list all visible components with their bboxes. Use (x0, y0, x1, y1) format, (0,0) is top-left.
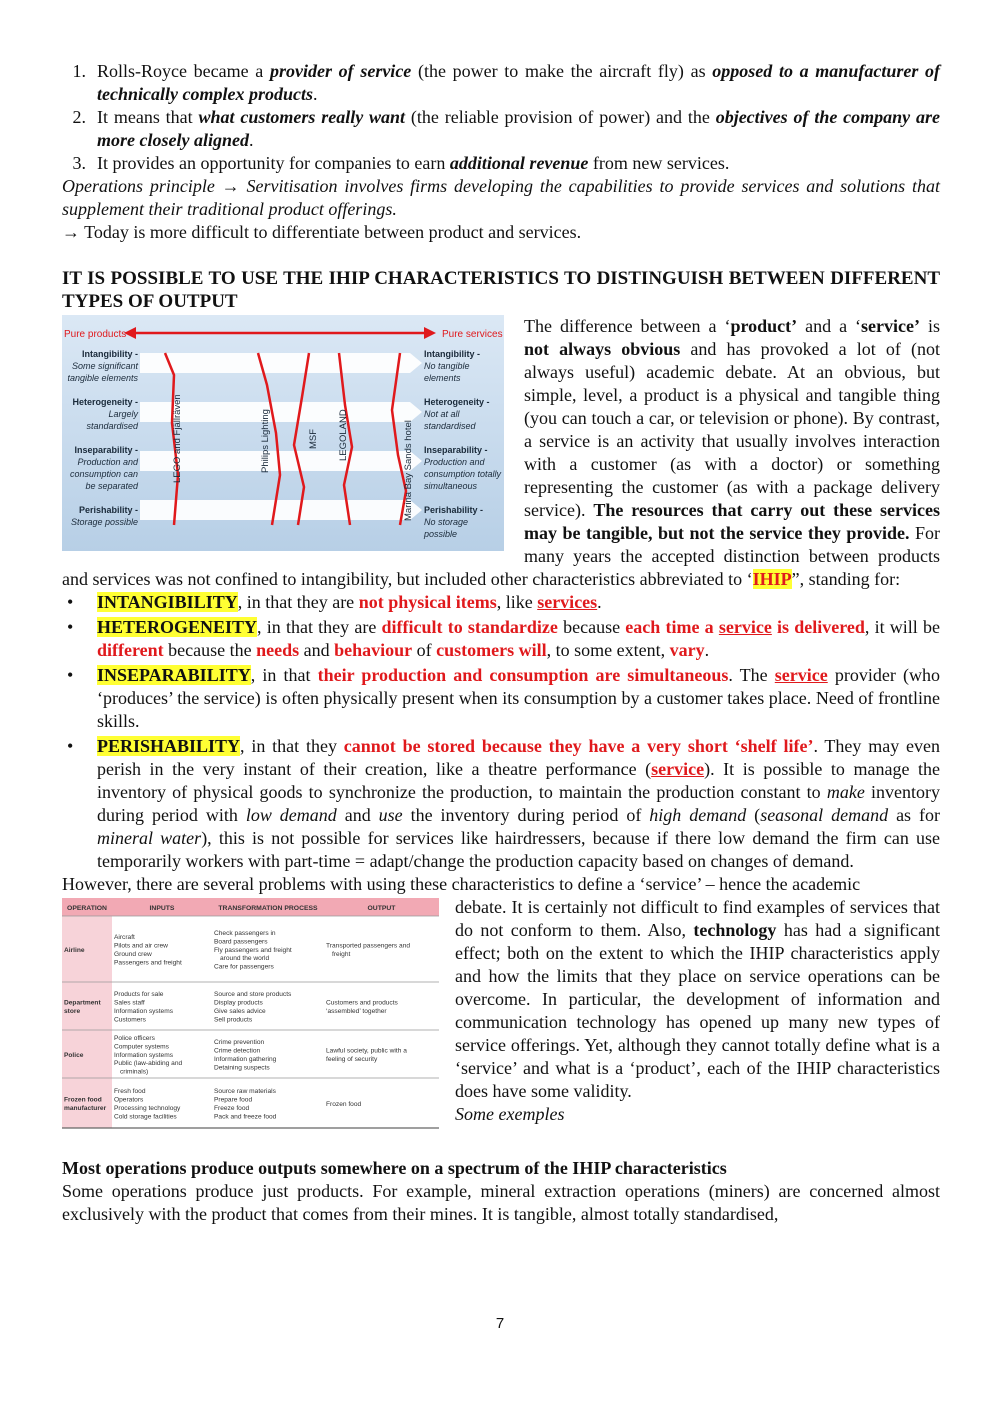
text-run: high demand (649, 805, 747, 825)
right-characteristic-desc: consumption totally (424, 469, 502, 479)
table-cell-text: Computer systems (114, 1043, 169, 1051)
left-characteristic-desc: consumption can (69, 469, 138, 479)
text-run: their production and consumption are simultaneous (317, 665, 729, 685)
table-operation-label: Frozen food (64, 1096, 102, 1104)
text-run: HETEROGENEITY (97, 617, 258, 637)
table-cell-text: Aircraft (114, 934, 135, 942)
right-characteristic-title: Heterogeneity - (424, 397, 490, 407)
text-run: ). It is possible to manage the inventory of physical goods to synchronize the production, to maintain the production constant to (97, 759, 940, 802)
problems-paragraph (455, 897, 940, 1101)
table-operation-label: Airline (64, 946, 85, 954)
numbered-list (62, 60, 940, 175)
left-characteristic-desc: Some significant (71, 361, 138, 371)
text-run: INSEPARABILITY (97, 665, 251, 685)
ihip-section (62, 315, 940, 591)
right-characteristic-desc: No storage (424, 517, 469, 527)
table-cell-text: feeling of security (326, 1056, 378, 1063)
text-run: ”, standing for: (791, 569, 901, 589)
operations-principle: Operations principle → Servitisation involves firms developing the capabilities to provide services and solutions that supplement their traditional product offerings. (62, 176, 940, 219)
text-run: inventory during period with (97, 782, 940, 825)
text-run: . (704, 640, 710, 660)
text-run: because (557, 617, 626, 637)
left-characteristic-title: Perishability - (78, 505, 138, 515)
text-run: is delivered (771, 617, 865, 637)
text-run: , in that (250, 665, 318, 685)
table-cell-text: around the world (220, 955, 270, 963)
ihip-bullet-item (62, 616, 940, 662)
text-run: provider (who ‘produces’ the service) is often physically present when its consumption by a customer takes place. Need of frontline skills. (97, 665, 940, 731)
right-characteristic-desc: No tangible (424, 361, 470, 371)
ihip-bullet-item (62, 664, 940, 733)
table-header-cell: OPERATION (67, 905, 107, 912)
table-cell-text: Sell products (214, 1016, 253, 1024)
table-cell-text: Frozen food (326, 1100, 362, 1108)
text-run: as for (888, 805, 940, 825)
text-run: each time a (625, 617, 719, 637)
text-run: . (248, 130, 254, 150)
right-characteristic-desc: possible (424, 529, 458, 539)
problems-section (62, 896, 940, 1126)
ihip-spectrum-svg (62, 315, 504, 551)
text-run: technology (693, 920, 777, 940)
text-run: not always obvious (524, 339, 681, 359)
text-run: make (826, 782, 865, 802)
text-run: , like (496, 592, 538, 612)
text-run: IHIP (752, 569, 792, 589)
text-run: debate. It is certainly not difficult to find examples of services that do not conform to them. Also, (455, 897, 940, 940)
text-run: PERISHABILITY (97, 736, 241, 756)
right-characteristic-title: Perishability - (424, 505, 484, 515)
table-cell-text: Information gathering (214, 1056, 277, 1063)
bullet-dot: • (67, 665, 74, 685)
text-run: objectives of the company are more closely aligned (97, 107, 940, 150)
right-characteristic-desc: Production and (424, 457, 485, 467)
company-label: LEGOLAND (338, 409, 349, 461)
ihip-spectrum-figure (62, 315, 504, 551)
text-run: . (597, 592, 602, 612)
right-characteristic-desc: simultaneous (424, 481, 478, 491)
text-run: ), this is not possible for services like hairdressers, because if there low demand the firm can use temporarily workers with part-time = adapt/change the production capacity based on changes of demand. (97, 828, 941, 871)
left-characteristic-desc: tangible elements (67, 373, 138, 383)
left-characteristic-title: Inseparability - (74, 445, 138, 455)
text-run: For many years the accepted distinction between products and services was not confined to intangibility, but included other characteristics abbreviated to ‘ (62, 523, 940, 589)
list-number: 1. (72, 61, 86, 81)
left-characteristic-title: Heterogeneity - (72, 397, 138, 407)
text-run: product’ (730, 316, 798, 336)
right-characteristic-title: Intangibility - (424, 349, 480, 359)
operations-table (62, 898, 439, 1134)
table-cell-text: criminals) (120, 1068, 149, 1076)
text-run: has had a significant effect; both on the extent to which the IHIP characteristics apply and how the limits that they place on service operations can be overcome. In particular, the development of information and communication technology has opened up many new types of service offerings. Yet, although they cannot totally define what is a ‘service’ and what is a ‘product’, each of the IHIP characteristics does have some validity. (455, 920, 940, 1101)
page-content (62, 60, 940, 1226)
text-run: , in that they are (257, 617, 382, 637)
table-cell-text: Cold storage facilities (114, 1113, 177, 1121)
table-cell-text: Information systems (114, 1051, 173, 1059)
text-run: service (718, 617, 772, 637)
list-number: 2. (72, 107, 86, 127)
text-run: and (299, 640, 335, 660)
bullet-dot: • (67, 617, 74, 637)
ihip-bullet-list (62, 591, 940, 873)
spectrum-heading: Most operations produce outputs somewhere on a spectrum of the IHIP characteristics (62, 1158, 727, 1178)
text-run: not physical items (358, 592, 497, 612)
table-cell-text: Transported passengers and (326, 942, 411, 950)
numbered-list-item (62, 106, 940, 152)
bullet-dot: • (67, 592, 74, 612)
table-cell-text: Source raw materials (214, 1088, 276, 1096)
table-header-cell: INPUTS (149, 905, 175, 912)
operations-table-figure (62, 898, 439, 1134)
text-run: opposed to a manufacturer of technically complex products (97, 61, 940, 104)
table-cell-text: Crime detection (214, 1047, 261, 1055)
left-characteristic-desc: Production and (77, 457, 138, 467)
table-cell-text: Fly passengers and freight (214, 946, 292, 954)
text-run: use (378, 805, 403, 825)
table-cell-text: ‘assembled’ together (326, 1008, 387, 1015)
ihip-bullet-item (62, 735, 940, 873)
table-cell-text: Board passengers (214, 938, 268, 946)
table-cell-text: Operators (114, 1096, 144, 1104)
text-run: from new services. (588, 153, 730, 173)
today-note: → Today is more difficult to differentiate between product and services. (62, 222, 582, 242)
table-cell-text: Lawful society, public with a (326, 1047, 407, 1055)
table-cell-text: Police officers (114, 1035, 155, 1042)
text-run: . The (728, 665, 775, 685)
left-characteristic-desc: be separated (85, 481, 138, 491)
text-run: . (312, 84, 318, 104)
text-run: what customers really want (198, 107, 406, 127)
pure-products-label: Pure products (64, 329, 127, 340)
table-header-cell: TRANSFORMATION PROCESS (218, 905, 318, 912)
text-run: is (920, 316, 940, 336)
company-label: Philips Lighting (260, 409, 271, 473)
text-run: seasonal demand (760, 805, 889, 825)
text-run: services (537, 592, 598, 612)
text-run: , in that they are (237, 592, 359, 612)
text-run: service (651, 759, 705, 779)
text-run: (the power to make the aircraft fly) as (411, 61, 713, 81)
text-run: provider of service (269, 61, 412, 81)
some-examples: Some exemples (455, 1104, 565, 1124)
text-run: different (97, 640, 164, 660)
numbered-list-item (62, 152, 940, 175)
text-run: mineral water (97, 828, 202, 848)
pure-services-label: Pure services (442, 329, 503, 340)
text-run: , to some extent, (546, 640, 670, 660)
table-operation-label: Police (64, 1051, 84, 1059)
text-run: ( (746, 805, 761, 825)
company-label: LEGO and Fjällräven (172, 394, 183, 483)
left-characteristic-desc: Largely (108, 409, 138, 419)
text-run: , in that they (240, 736, 344, 756)
left-characteristic-desc: Storage possible (70, 517, 138, 527)
table-operation-label: store (64, 1008, 81, 1015)
text-run: The difference between a ‘ (524, 316, 731, 336)
text-run: (the reliable provision of power) and the (405, 107, 716, 127)
section-heading-ihip: IT IS POSSIBLE TO USE THE IHIP CHARACTERISTICS TO DISTINGUISH BETWEEN DIFFERENT TYPES OF OUTPUT (62, 268, 940, 312)
list-number: 3. (72, 153, 86, 173)
table-cell-text: Pilots and air crew (114, 942, 168, 950)
table-cell-text: Care for passengers (214, 963, 274, 971)
table-cell-text: Sales staff (114, 999, 145, 1007)
table-cell-text: Check passengers in (214, 930, 276, 937)
table-cell-text: Ground crew (114, 951, 152, 958)
table-cell-text: Fresh food (114, 1088, 146, 1096)
table-cell-text: Passengers and freight (114, 959, 182, 967)
text-run: . They may even perish in the very instant of their creation, like a theatre performance ( (97, 736, 941, 779)
table-cell-text: freight (332, 951, 351, 958)
table-header-cell: OUTPUT (367, 905, 396, 912)
table-cell-text: Give sales advice (214, 1008, 266, 1015)
right-characteristic-title: Inseparability - (424, 445, 488, 455)
text-run: , it will be (864, 617, 941, 637)
text-run: of (412, 640, 437, 660)
text-run: the inventory during period of (402, 805, 650, 825)
bullet-dot: • (67, 736, 74, 756)
right-characteristic-desc: elements (424, 373, 461, 383)
text-run: difficult to standardize (381, 617, 558, 637)
left-characteristic-desc: standardised (86, 421, 138, 431)
text-run: behaviour (334, 640, 413, 660)
text-run: The resources that carry out these services may be tangible, but not the service they provide. (524, 500, 940, 543)
text-run: Rolls-Royce became a (97, 61, 270, 81)
table-cell-text: Public (law-abiding and (114, 1060, 183, 1068)
text-run: because the (163, 640, 257, 660)
ihip-bullet-item (62, 591, 940, 614)
products-paragraph: Some operations produce just products. For example, mineral extraction operations (miners) are concerned almost exclusively with the product that comes from their mines. It is tangible, almost totally standardised, (62, 1181, 940, 1224)
right-characteristic-desc: standardised (424, 421, 476, 431)
table-operation-label: manufacturer (64, 1105, 107, 1112)
text-run: It means that (97, 107, 199, 127)
text-run: customers will (436, 640, 547, 660)
company-label: Marina Bay Sands hotel (403, 420, 414, 521)
table-cell-text: Display products (214, 999, 263, 1007)
table-cell-text: Pack and freeze food (214, 1113, 277, 1121)
text-run: service’ (861, 316, 920, 336)
table-cell-text: Products for sale (114, 991, 164, 999)
table-cell-text: Prepare food (214, 1096, 253, 1104)
company-label: MSF (308, 428, 319, 449)
text-run: service (774, 665, 828, 685)
text-run: and a ‘ (797, 316, 862, 336)
page-number: 7 (495, 1315, 505, 1332)
table-cell-text: Source and store products (214, 991, 292, 999)
text-run: low demand (245, 805, 337, 825)
text-run: and (336, 805, 379, 825)
table-cell-text: Customers (114, 1016, 146, 1024)
table-cell-text: Freeze food (214, 1105, 250, 1112)
text-run: It provides an opportunity for companies to earn (97, 153, 450, 173)
numbered-list-item (62, 60, 940, 106)
text-run: cannot be stored because they have a very short ‘shelf life’ (343, 736, 814, 756)
table-cell-text: Crime prevention (214, 1039, 265, 1047)
table-cell-text: Detaining suspects (214, 1064, 270, 1072)
text-run: needs (256, 640, 300, 660)
right-characteristic-desc: Not at all (424, 409, 460, 419)
text-run: and has provoked a lot of (not always useful) academic debate. At an obvious, but simple, level, a product is a physical and tangible thing (you can touch a car, or television or phone). By contrast, a service is an activity that usually involves interaction with a customer (as with a doctor) or something representing the customer (as with a package delivery service). (524, 339, 940, 520)
problems-intro-line: However, there are several problems with using these characteristics to define a ‘service’ – hence the academic (62, 874, 861, 894)
table-cell-text: Processing technology (114, 1105, 181, 1112)
left-characteristic-title: Intangibility - (82, 349, 138, 359)
text-run: additional revenue (449, 153, 589, 173)
table-operation-label: Department (64, 999, 101, 1007)
text-run: INTANGIBILITY (97, 592, 238, 612)
table-cell-text: Customers and products (326, 999, 398, 1007)
table-cell-text: Information systems (114, 1008, 173, 1015)
text-run: vary (669, 640, 705, 660)
